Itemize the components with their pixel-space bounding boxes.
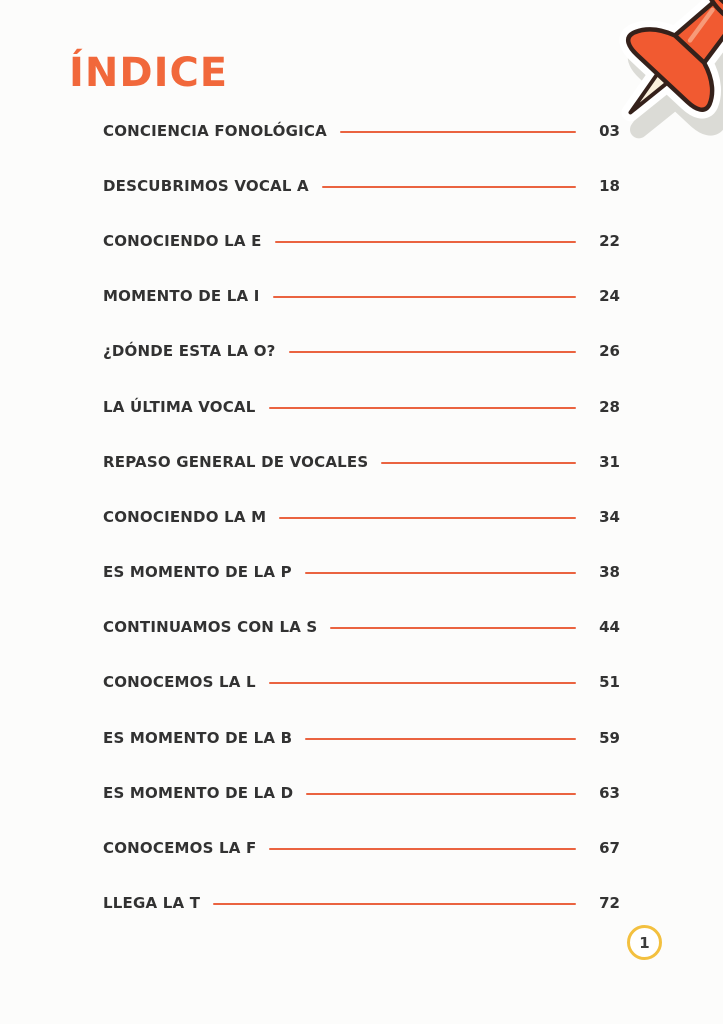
- toc-leader-line: [289, 351, 576, 353]
- toc-entry-page: 28: [599, 397, 620, 416]
- toc-leader-line: [305, 738, 576, 740]
- toc-leader-line: [306, 793, 576, 795]
- toc-entry: [103, 710, 620, 765]
- page-title: ÍNDICE: [69, 50, 229, 96]
- toc-entry-page: 18: [599, 176, 620, 195]
- toc-entry-label: ES MOMENTO DE LA B: [103, 728, 293, 747]
- toc-entry: [103, 158, 620, 213]
- toc-entry: [103, 269, 620, 324]
- toc-leader-line: [273, 296, 576, 298]
- toc-entry-label: ES MOMENTO DE LA P: [103, 563, 292, 582]
- toc-entry: [103, 379, 620, 434]
- toc-entry: [103, 324, 620, 379]
- toc-entry-page: 67: [599, 839, 620, 858]
- toc-entry-label: DESCUBRIMOS VOCAL A: [103, 176, 309, 195]
- toc-entry: [103, 545, 620, 600]
- toc-entry-label: CONOCIENDO LA E: [103, 231, 262, 250]
- toc-leader-line: [275, 241, 576, 243]
- toc-list: [103, 103, 620, 931]
- toc-entry: [103, 434, 620, 489]
- toc-entry: [103, 103, 620, 158]
- toc-entry-label: LA ÚLTIMA VOCAL: [103, 397, 256, 416]
- toc-leader-line: [269, 407, 577, 409]
- toc-entry-page: 59: [599, 728, 620, 747]
- toc-entry-page: 63: [599, 783, 620, 802]
- toc-entry-page: 51: [599, 673, 620, 692]
- toc-leader-line: [330, 627, 576, 629]
- toc-entry-label: CONTINUAMOS CON LA S: [103, 618, 318, 637]
- toc-leader-line: [269, 848, 576, 850]
- toc-entry-label: REPASO GENERAL DE VOCALES: [103, 452, 369, 471]
- toc-entry-page: 03: [599, 121, 620, 140]
- toc-entry-page: 38: [599, 563, 620, 582]
- toc-entry: [103, 655, 620, 710]
- toc-leader-line: [305, 572, 576, 574]
- toc-entry-page: 24: [599, 287, 620, 306]
- toc-leader-line: [269, 682, 576, 684]
- toc-entry-label: ¿DÓNDE ESTA LA O?: [103, 342, 276, 361]
- page-number: 1: [639, 933, 650, 952]
- toc-entry-page: 72: [599, 894, 620, 913]
- toc-entry: [103, 765, 620, 820]
- toc-entry-label: CONCIENCIA FONOLÓGICA: [103, 121, 327, 140]
- page-number-badge: [627, 925, 662, 960]
- toc-entry: [103, 489, 620, 544]
- toc-leader-line: [322, 186, 576, 188]
- toc-entry: [103, 213, 620, 268]
- toc-entry: [103, 876, 620, 931]
- toc-entry: [103, 820, 620, 875]
- toc-leader-line: [279, 517, 576, 519]
- toc-entry-label: CONOCEMOS LA F: [103, 839, 257, 858]
- toc-entry: [103, 600, 620, 655]
- toc-leader-line: [381, 462, 576, 464]
- toc-entry-label: ES MOMENTO DE LA D: [103, 783, 294, 802]
- toc-entry-label: LLEGA LA T: [103, 894, 201, 913]
- toc-leader-line: [213, 903, 576, 905]
- toc-entry-page: 34: [599, 507, 620, 526]
- toc-entry-page: 22: [599, 231, 620, 250]
- toc-entry-page: 26: [599, 342, 620, 361]
- toc-leader-line: [340, 131, 576, 133]
- toc-entry-page: 44: [599, 618, 620, 637]
- toc-entry-label: MOMENTO DE LA I: [103, 287, 260, 306]
- toc-entry-label: CONOCEMOS LA L: [103, 673, 256, 692]
- toc-entry-label: CONOCIENDO LA M: [103, 507, 267, 526]
- toc-entry-page: 31: [599, 452, 620, 471]
